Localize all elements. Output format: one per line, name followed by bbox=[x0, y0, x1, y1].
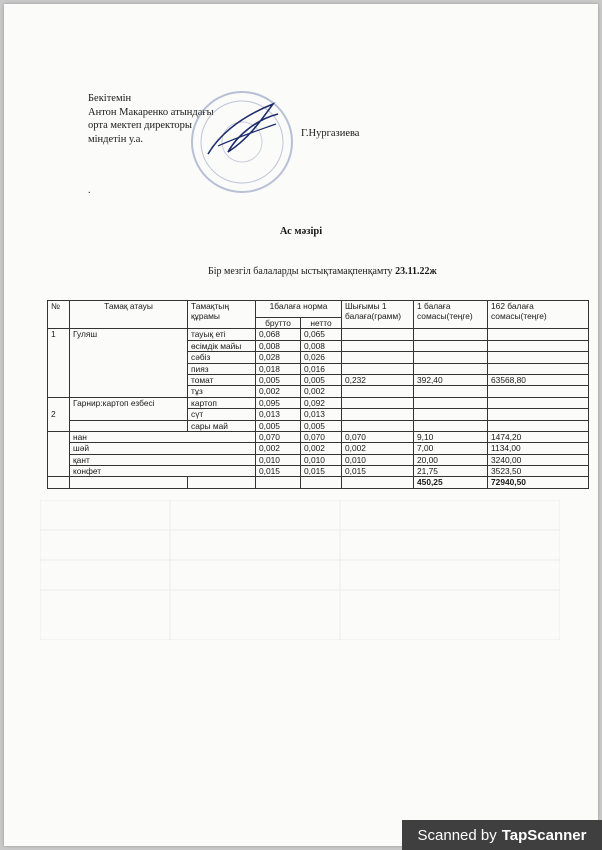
header-netto: нетто bbox=[301, 318, 342, 329]
subtitle-date: 23.11.22ж bbox=[395, 266, 437, 277]
table-row bbox=[48, 329, 589, 340]
approval-line-4: міндетін у.а. bbox=[88, 133, 144, 145]
row-one: 7,00 bbox=[414, 443, 488, 454]
row-item: томат bbox=[188, 374, 256, 385]
header-brutto: брутто bbox=[256, 318, 301, 329]
row-item: сәбіз bbox=[188, 352, 256, 363]
row-netto: 0,015 bbox=[301, 466, 342, 477]
row-all bbox=[488, 386, 589, 397]
row-gram: 0,015 bbox=[342, 466, 414, 477]
header-sum-one: 1 балаға сомасы(теңге) bbox=[414, 301, 488, 329]
row-all bbox=[488, 363, 589, 374]
row-one bbox=[414, 386, 488, 397]
row-gram: 0,010 bbox=[342, 454, 414, 465]
menu-table bbox=[47, 300, 589, 489]
table-row bbox=[48, 431, 589, 442]
row-dish: қант bbox=[70, 454, 256, 465]
tapscanner-watermark bbox=[402, 820, 602, 850]
row-netto: 0,016 bbox=[301, 363, 342, 374]
signer-name: Г.Нургазиева bbox=[301, 128, 360, 139]
row-netto: 0,013 bbox=[301, 409, 342, 420]
row-num: 2 bbox=[48, 397, 70, 431]
row-item: өсімдік майы bbox=[188, 340, 256, 351]
watermark-prefix: Scanned by bbox=[417, 826, 497, 844]
row-gram bbox=[342, 363, 414, 374]
row-brutto: 0,013 bbox=[256, 409, 301, 420]
bleed-through-table bbox=[40, 500, 560, 640]
row-netto: 0,065 bbox=[301, 329, 342, 340]
row-dish: Гарнир:картоп езбесі bbox=[70, 397, 188, 420]
document-title: Ас мәзірі bbox=[279, 226, 323, 237]
subtitle-text: Бір мезгіл балаларды ыстықтамақпенқамту bbox=[208, 266, 396, 277]
row-one: 20,00 bbox=[414, 454, 488, 465]
row-gram bbox=[342, 329, 414, 340]
row-netto: 0,005 bbox=[301, 420, 342, 431]
row-num: 1 bbox=[48, 329, 70, 397]
row-netto: 0,092 bbox=[301, 397, 342, 408]
row-item: картоп bbox=[188, 397, 256, 408]
row-gram bbox=[342, 386, 414, 397]
row-gram: 0,232 bbox=[342, 374, 414, 385]
header-dish: Тамақ атауы bbox=[70, 301, 188, 329]
row-all bbox=[488, 340, 589, 351]
row-netto: 0,005 bbox=[301, 374, 342, 385]
row-dish: шәй bbox=[70, 443, 256, 454]
header-num: № bbox=[48, 301, 70, 329]
watermark-brand: TapScanner bbox=[501, 826, 587, 844]
row-one bbox=[414, 340, 488, 351]
row-item: тауық еті bbox=[188, 329, 256, 340]
row-item: сүт bbox=[188, 409, 256, 420]
row-gram: 0,002 bbox=[342, 443, 414, 454]
row-one bbox=[414, 329, 488, 340]
row-brutto: 0,028 bbox=[256, 352, 301, 363]
row-gram bbox=[342, 340, 414, 351]
total-row bbox=[48, 477, 589, 488]
row-dish: Гуляш bbox=[70, 329, 188, 397]
row-netto: 0,002 bbox=[301, 443, 342, 454]
row-all: 63568,80 bbox=[488, 374, 589, 385]
row-brutto: 0,015 bbox=[256, 466, 301, 477]
row-netto: 0,010 bbox=[301, 454, 342, 465]
row-one bbox=[414, 352, 488, 363]
approval-line-2: Антон Макаренко атындағы bbox=[88, 106, 214, 118]
row-brutto: 0,070 bbox=[256, 431, 301, 442]
row-brutto: 0,002 bbox=[256, 386, 301, 397]
table-row bbox=[48, 466, 589, 477]
row-brutto: 0,068 bbox=[256, 329, 301, 340]
official-stamp-with-signature bbox=[178, 84, 308, 194]
table-row bbox=[48, 443, 589, 454]
row-brutto: 0,018 bbox=[256, 363, 301, 374]
row-brutto: 0,005 bbox=[256, 374, 301, 385]
document-subtitle bbox=[208, 266, 437, 277]
table-row bbox=[48, 397, 589, 408]
row-brutto: 0,095 bbox=[256, 397, 301, 408]
row-all bbox=[488, 329, 589, 340]
row-all bbox=[488, 352, 589, 363]
row-gram: 0,070 bbox=[342, 431, 414, 442]
table-row bbox=[48, 420, 589, 431]
row-netto: 0,026 bbox=[301, 352, 342, 363]
total-one: 450,25 bbox=[414, 477, 488, 488]
row-item: пияз bbox=[188, 363, 256, 374]
stray-dot: . bbox=[88, 185, 91, 196]
row-all: 3523,50 bbox=[488, 466, 589, 477]
row-all: 1474,20 bbox=[488, 431, 589, 442]
row-dish: конфет bbox=[70, 466, 256, 477]
row-netto: 0,070 bbox=[301, 431, 342, 442]
row-brutto: 0,002 bbox=[256, 443, 301, 454]
row-brutto: 0,010 bbox=[256, 454, 301, 465]
row-item: сары май bbox=[188, 420, 256, 431]
row-brutto: 0,005 bbox=[256, 420, 301, 431]
row-one: 9,10 bbox=[414, 431, 488, 442]
row-all: 3240,00 bbox=[488, 454, 589, 465]
table-header-row bbox=[48, 301, 589, 318]
row-one: 392,40 bbox=[414, 374, 488, 385]
total-all: 72940,50 bbox=[488, 477, 589, 488]
approval-line-3: орта мектеп директоры bbox=[88, 120, 192, 131]
approval-line-1: Бекітемін bbox=[88, 93, 132, 104]
row-one bbox=[414, 363, 488, 374]
row-netto: 0,002 bbox=[301, 386, 342, 397]
row-all: 1134,00 bbox=[488, 443, 589, 454]
row-item: тұз bbox=[188, 386, 256, 397]
row-one: 21,75 bbox=[414, 466, 488, 477]
row-dish: нан bbox=[70, 431, 256, 442]
header-norm: 1балаға норма bbox=[256, 301, 342, 318]
header-sum-all: 162 балаға сомасы(теңге) bbox=[488, 301, 589, 329]
header-composition: Тамақтың құрамы bbox=[188, 301, 256, 329]
row-netto: 0,008 bbox=[301, 340, 342, 351]
table-row bbox=[48, 454, 589, 465]
header-cost-gram: Шығымы 1 балаға(грамм) bbox=[342, 301, 414, 329]
row-gram bbox=[342, 352, 414, 363]
row-brutto: 0,008 bbox=[256, 340, 301, 351]
